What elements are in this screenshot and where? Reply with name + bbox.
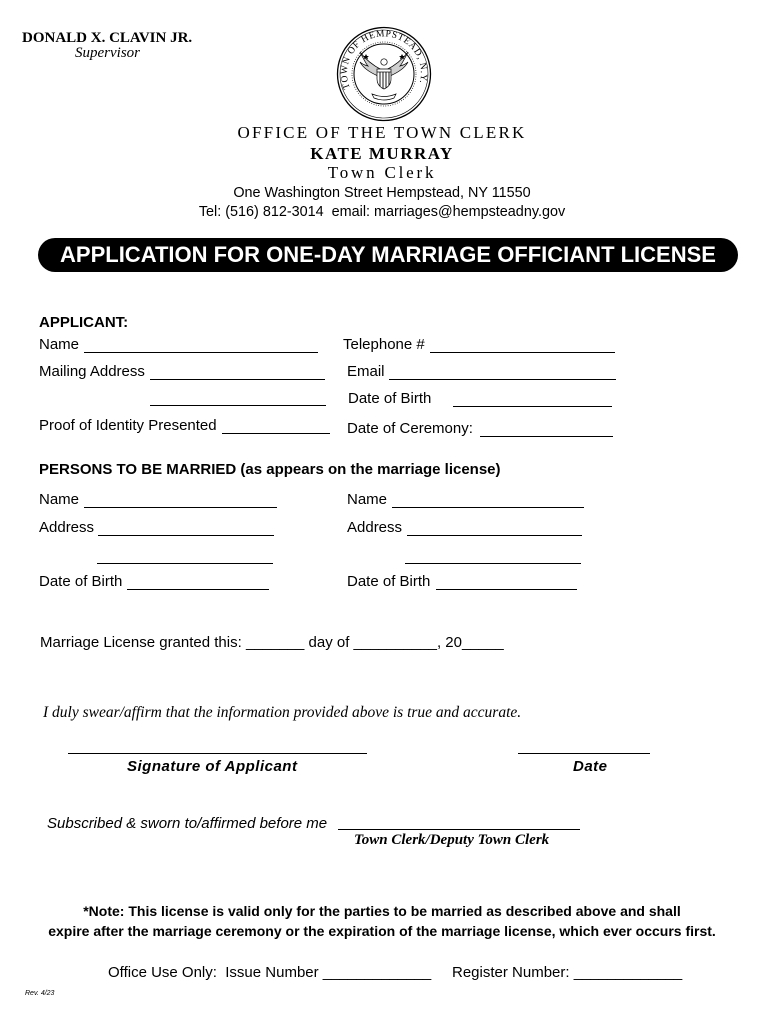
person1-address-label: Address bbox=[39, 519, 95, 536]
note-line-1: *Note: This license is valid only for the parties to be married as described above and shall bbox=[83, 903, 681, 919]
license-granted-line[interactable]: Marriage License granted this: _______ day of __________, 20_____ bbox=[40, 634, 504, 651]
town-seal-icon bbox=[336, 26, 432, 122]
applicant-dob-label: Date of Birth bbox=[348, 390, 432, 407]
office-title: OFFICE OF THE TOWN CLERK bbox=[237, 123, 527, 142]
person2-address-field-line1[interactable] bbox=[407, 519, 582, 536]
oath-statement: I duly swear/affirm that the information provided above is true and accurate. bbox=[43, 704, 522, 721]
person1-name-label: Name bbox=[39, 491, 80, 508]
persons-heading: PERSONS TO BE MARRIED (as appears on the marriage license) bbox=[39, 461, 501, 478]
seal-lettering: TOWN OF HEMPSTEAD, N.Y. bbox=[339, 29, 429, 91]
email-label: Email bbox=[347, 363, 385, 380]
office-address: One Washington Street Hempstead, NY 11550 bbox=[233, 185, 531, 201]
signature-date-field[interactable] bbox=[518, 737, 650, 754]
note-line-2: expire after the marriage ceremony or the expiration of the marriage license, which ever occurs first. bbox=[48, 923, 716, 939]
supervisor-title: Supervisor bbox=[75, 45, 140, 61]
mailing-address-field-line2[interactable] bbox=[150, 389, 326, 406]
person1-dob-field[interactable] bbox=[127, 573, 269, 590]
telephone-field[interactable] bbox=[430, 336, 615, 353]
ceremony-date-label: Date of Ceremony: bbox=[347, 420, 473, 437]
person1-dob-label: Date of Birth bbox=[39, 573, 123, 590]
supervisor-name: DONALD X. CLAVIN JR. bbox=[22, 30, 193, 46]
applicant-name-field[interactable] bbox=[84, 336, 318, 353]
applicant-heading: APPLICANT: bbox=[39, 314, 129, 331]
applicant-name-label: Name bbox=[39, 336, 80, 353]
office-use-register-number[interactable]: Register Number: _____________ bbox=[452, 964, 683, 981]
email-field[interactable] bbox=[389, 363, 616, 380]
person2-name-label: Name bbox=[347, 491, 388, 508]
mailing-address-field-line1[interactable] bbox=[150, 363, 325, 380]
signature-of-applicant-label: Signature of Applicant bbox=[127, 758, 298, 775]
applicant-signature-field[interactable] bbox=[68, 737, 367, 754]
person1-name-field[interactable] bbox=[84, 491, 277, 508]
person2-address-label: Address bbox=[347, 519, 403, 536]
person2-address-field-line2[interactable] bbox=[405, 547, 581, 564]
signature-date-label: Date bbox=[573, 758, 608, 775]
form-title-banner: APPLICATION FOR ONE-DAY MARRIAGE OFFICIANT LICENSE bbox=[38, 238, 738, 272]
mailing-address-label: Mailing Address bbox=[39, 363, 145, 380]
ceremony-date-field[interactable] bbox=[480, 420, 613, 437]
office-use-issue-number[interactable]: Office Use Only: Issue Number _____________ bbox=[108, 964, 432, 981]
person2-name-field[interactable] bbox=[392, 491, 584, 508]
person1-address-field-line1[interactable] bbox=[98, 519, 274, 536]
person2-dob-field[interactable] bbox=[436, 573, 577, 590]
clerk-title: Town Clerk bbox=[327, 163, 437, 182]
applicant-dob-field[interactable] bbox=[453, 390, 612, 407]
revision-label: Rev. 4/23 bbox=[25, 990, 55, 997]
telephone-label: Telephone # bbox=[343, 336, 425, 353]
office-contact: Tel: (516) 812-3014 email: marriages@hempsteadny.gov bbox=[198, 204, 566, 220]
person2-dob-label: Date of Birth bbox=[347, 573, 431, 590]
proof-of-identity-label: Proof of Identity Presented bbox=[39, 417, 217, 434]
person1-address-field-line2[interactable] bbox=[97, 547, 273, 564]
town-clerk-signature-field[interactable] bbox=[338, 813, 580, 830]
town-clerk-label: Town Clerk/Deputy Town Clerk bbox=[354, 832, 550, 848]
proof-of-identity-field[interactable] bbox=[222, 417, 330, 434]
clerk-name: KATE MURRAY bbox=[310, 144, 454, 163]
sworn-statement: Subscribed & sworn to/affirmed before me bbox=[47, 815, 328, 832]
